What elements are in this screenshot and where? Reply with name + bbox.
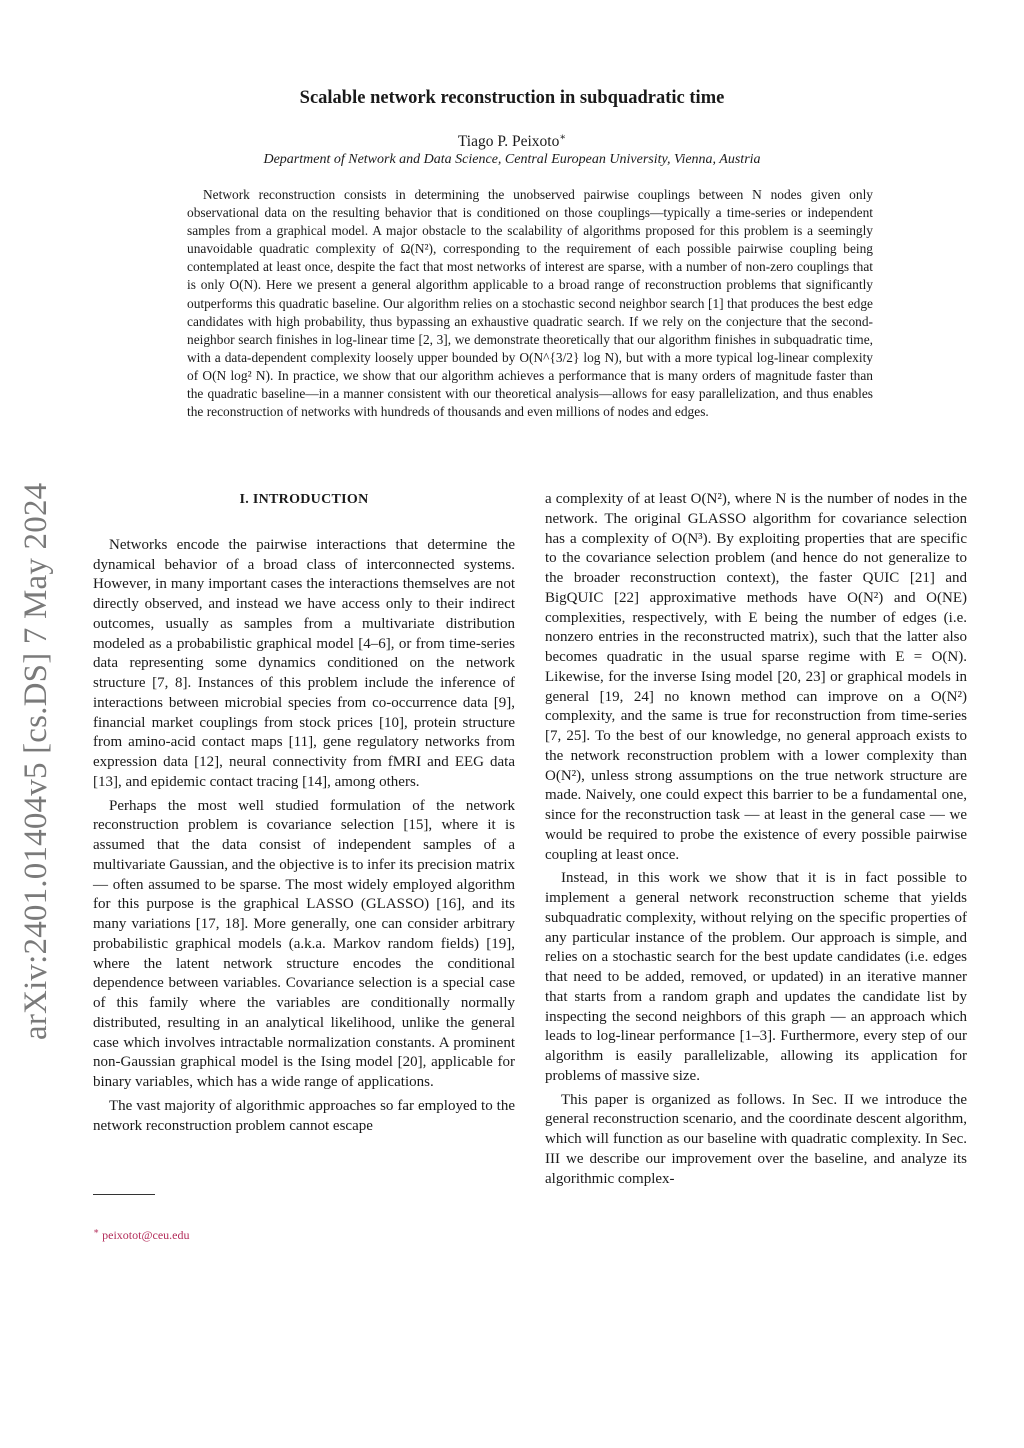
footnote	[93, 1226, 189, 1243]
paper-title: Scalable network reconstruction in subquadratic time	[299, 88, 725, 108]
paragraph: The vast majority of algorithmic approaches so far employed to the network reconstruction problem cannot escape	[93, 1097, 515, 1134]
footnote-mark: ∗	[93, 1226, 100, 1236]
section-heading: I. INTRODUCTION	[239, 492, 369, 507]
paragraph: a complexity of at least O(N²), where N is the number of nodes in the network. The original GLASSO algorithm for covariance selection has a complexity of O(N³). By exploiting properties that are specific to the covariance selection problem (and hence do not generalize to the broader reconstruction context), the faster QUIC [21] and BigQUIC [22] approximative methods have O(N²) and O(NE) complexities, respectively, with E being the number of edges (i.e. nonzero entries in the reconstructed matrix), such that the latter also becomes quadratic in the usual sparse regime with E = O(N). Likewise, for the inverse Ising model [20, 23] or graphical models in general [19, 24] no known method can improve on a O(N²) complexity, and the same is true for reconstruction from time-series [7, 25]. To the best of our knowledge, no general approach exists to the network reconstruction problem with a lower complexity than O(N²), unless strong assumptions on the true network structure are made. Naively, one could expect this barrier to be a fundamental one, since for the reconstruction task — at least in the general case — we would be required to probe the existence of every possible pairwise coupling at least once.	[545, 491, 967, 863]
arxiv-identifier: arXiv:2401.01404v5 [cs.DS] 7 May 2024	[18, 482, 54, 1040]
right-column	[545, 490, 967, 1193]
abstract: Network reconstruction consists in determining the unobserved pairwise couplings between N nodes given only observational data on the resulting behavior that is conditioned on those couplings—typically a time-series or independent samples from a graphical model. A major obstacle to the scalability of algorithms proposed for this problem is a seemingly unavoidable quadratic complexity of Ω(N²), corresponding to the requirement of each possible pairwise coupling being contemplated at least once, despite the fact that most networks of interest are sparse, with a number of non-zero couplings that is only O(N). Here we present a general algorithm applicable to a broad range of reconstruction problems that significantly outperforms this quadratic baseline. Our algorithm relies on a stochastic second neighbor search [1] that produces the best edge candidates with high probability, thus bypassing an exhaustive quadratic search. If we rely on the conjecture that the second-neighbor search finishes in log-linear time [2, 3], we demonstrate theoretically that our algorithm finishes in subquadratic time, with a data-dependent complexity loosely upper bounded by O(N^{3/2} log N), but with a more typical log-linear complexity of O(N log² N). In practice, we show that our algorithm achieves a performance that is many orders of magnitude faster than the quadratic baseline—in a manner consistent with our theoretical analysis—allows for easy parallelization, and thus enables the reconstruction of networks with hundreds of thousands and even millions of nodes and edges.	[187, 187, 873, 420]
author-line	[0, 132, 1024, 151]
paragraph: Instead, in this work we show that it is in fact possible to implement a general network reconstruction scheme that yields subquadratic complexity, without relying on the specific properties of any particular instance of the problem. Our approach is simple, and relies on a stochastic search for the best update candidates (i.e. edges that need to be added, removed, or updated) in an iterative manner that starts from a random graph and updates the candidate list by inspecting the second neighbors of this graph — an approach which leads to log-linear performance [1–3]. Furthermore, every step of our algorithm is easily parallelizable, allowing its application for problems of massive size.	[545, 870, 967, 1084]
footnote-rule	[93, 1194, 155, 1195]
author-email-link[interactable]: peixotot@ceu.edu	[102, 1228, 190, 1242]
author-name: Tiago P. Peixoto	[457, 133, 560, 151]
author-footnote-mark: ∗	[559, 132, 567, 143]
left-column	[93, 490, 515, 1140]
paragraph: Perhaps the most well studied formulation of the network reconstruction problem is covariance selection [15], where it is assumed that the data consist of independent samples of a multivariate Gaussian, and the objective is to infer its precision matrix — often assumed to be sparse. The most widely employed algorithm for this purpose is the graphical LASSO (GLASSO) [16], and its many variations [17, 18]. More generally, one can consider arbitrary probabilistic graphical models (a.k.a. Markov random fields) [19], where the latent network structure encodes the conditional dependence between variables. Covariance selection is a special case of this family where the variables are conditionally normally distributed, resulting in an analytical likelihood, unlike the general case which involves intractable normalization constants. A prominent non-Gaussian graphical model is the Ising model [20], applicable for binary variables, which has a wide range of applications.	[93, 797, 515, 1090]
affiliation: Department of Network and Data Science, Central European University, Vienna, Austria	[263, 152, 761, 167]
paragraph: This paper is organized as follows. In Sec. II we introduce the general reconstruction scenario, and the coordinate descent algorithm, which will function as our baseline with quadratic complexity. In Sec. III we describe our improvement over the baseline, and analyze its algorithmic complex-	[545, 1091, 967, 1187]
paragraph: Networks encode the pairwise interactions that determine the dynamical behavior of a broad class of interconnected systems. However, in many important cases the interactions themselves are not directly observed, and instead we have access only to their indirect outcomes, usually as samples from a multivariate distribution modeled as a probabilistic graphical model [4–6], or from time-series data representing some dynamics conditioned on the network structure [7, 8]. Instances of this problem include the inference of interactions between microbial species from co-occurrence data [9], financial market couplings from stock prices [10], protein structure from amino-acid contact maps [11], gene regulatory networks from expression data [12], neural connectivity from fMRI and EEG data [13], and epidemic contact tracing [14], among others.	[93, 536, 515, 790]
